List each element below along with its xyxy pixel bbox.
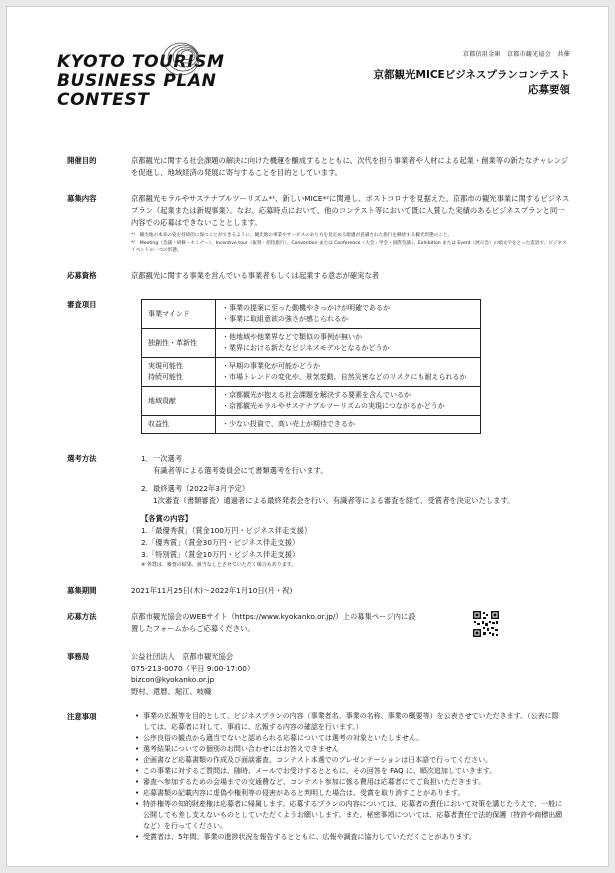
content-note-1: *¹ 観光地の本来の姿を持続的に保つことができるように、観光地の事業やサービスのあり方を見定める配慮が意識された旅行を継続する観光形態のこと。 [131, 233, 453, 238]
document-page [6, 6, 609, 867]
section-label: 開催目的 [67, 156, 97, 165]
logo-rings-icon [125, 37, 205, 79]
criteria-item: 京都観光が抱える社会課題を解決する要素を含んでいるか [229, 391, 411, 399]
criteria-item: 京都観光モラルやサステナブルツーリズムの実現につながるかどうか [229, 402, 445, 410]
document-subtitle: 応募要領 [528, 84, 570, 96]
criteria-item: 少ない投資で、高い売上が期待できるか [229, 420, 355, 428]
content-block [131, 193, 571, 254]
section-label: 応募方法 [67, 612, 97, 621]
criteria-table-wrap [141, 299, 581, 434]
table-row [142, 300, 481, 329]
qr-code-icon [473, 611, 499, 637]
notes-block [135, 711, 565, 843]
office-org: 公益社団法人 京都市観光協会 [131, 652, 234, 661]
list-item: • 企画書など応募書類の作成及び面談審査、コンテスト本選でのプレゼンテーションは日本語で行ってください。 [135, 755, 565, 766]
criteria-key: 事業マインド [142, 300, 216, 329]
logo-line-2: BUSINESS PLAN [57, 71, 217, 91]
method-text: 京都市観光協会のWEBサイト（https://www.kyokanko.or.jp/）上の募集ページ内に設置したフォームからご応募ください。 [131, 612, 416, 633]
purpose-text: 京都観光に関する社会課題の解決に向けた機運を醸成するとともに、次代を担う事業者や人材による起業・創業等の新たなチャレンジを促進し、地域経済の発展に寄与することを目的としています。 [131, 156, 569, 177]
section-label: 注意事項 [67, 712, 97, 721]
selection-step1-text: 有識者等による選考委員会にて書類選考を行います。 [153, 466, 328, 475]
criteria-item: 業界における新たなビジネスモデルとなるかどうか [229, 344, 390, 352]
criteria-key: 実現可能性 持続可能性 [142, 358, 216, 387]
list-item: • 審査へ参加するための会場までの交通費など、コンテスト参加に係る費用は応募者にてご負担いただきます。 [135, 777, 565, 788]
office-email: bizcon@kyokanko.or.jp [131, 675, 215, 684]
selection-step2-text: 1次審査（書類審査）通過者による最終発表会を行い、有識者等による審査を経て、受賞者を決定いたします。 [153, 496, 515, 505]
criteria-key: 地域貢献 [142, 387, 216, 416]
criteria-item: 事業の提案に至った動機やきっかけが明確であるか [229, 304, 390, 312]
eligibility-text: 京都観光に関する事業を営んでいる事業者もしくは起業する意志が確実な者 [131, 271, 380, 280]
criteria-items: ・京都観光が抱える社会課題を解決する要素を含んでいるか ・京都観光モラルやサステナブルツーリズムの実現につながるかどうか [216, 387, 481, 416]
criteria-key: 収益性 [142, 416, 216, 434]
section-label: 選考方法 [67, 454, 97, 463]
criteria-items: ・事業の提案に至った動機やきっかけが明確であるか ・事業に取組意欲の強さが感じられるか [216, 300, 481, 329]
office-phone: 075-213-0070（平日 9:00-17:00） [131, 663, 255, 673]
section-label: 募集内容 [67, 194, 97, 203]
organizers: 京都信用金庫 京都市観光協会 共催 [462, 51, 570, 58]
document-header [374, 49, 571, 98]
award-item: 3.「特別賞」（賞金10万円・ビジネス伴走支援） [141, 550, 300, 559]
list-item: • 応募書類の記載内容に虚偽や権利等の侵害があると判明した場合は、受賞を取り消すことがあります。 [135, 788, 565, 799]
selection-step1-title: 1．一次選考 [141, 454, 183, 463]
selection-step2-title: 2．最終選考（2022年3月予定） [141, 484, 250, 493]
table-row [142, 329, 481, 358]
logo-line-3: CONTEST [57, 90, 150, 110]
office-staff: 野村、還暦、堀江、岐幟 [131, 686, 212, 696]
list-item: • 事業の広報等を目的として、ビジネスプランの内容（事業者名、事業の名称、事業の概要等）を公表させていただきます。（公表に際しては、応募者に対して、事前に、広報する内容の確認を行います。） [135, 711, 565, 733]
table-row [142, 387, 481, 416]
award-item: 2.「優秀賞」（賞金30万円・ビジネス伴走支援） [141, 538, 300, 547]
awards-note: ※ 各賞は、審査の結果、該当なしとさせていただく場合もあります。 [141, 562, 297, 568]
section-label: 審査項目 [67, 300, 97, 309]
criteria-item: 早期の事業化が可能かどうか [229, 362, 320, 370]
notes-list [135, 711, 565, 843]
table-row [142, 358, 481, 387]
document-title: 京都観光MICEビジネスプランコンテスト [373, 69, 570, 81]
criteria-item: 他地域や他業界などで類似の事例が無いか [229, 333, 362, 341]
table-row [142, 416, 481, 434]
list-item: • 選考結果についての個別のお問い合わせにはお答えできません [135, 744, 565, 755]
list-item: • この事業に対するご質問は、随時、メールでお受けするとともに、その回答を FAQ に、順次追加していきます。 [135, 766, 565, 777]
award-item: 1.「最優秀賞」（賞金100万円・ビジネス伴走支援） [141, 526, 312, 535]
criteria-item: 事業に取組意欲の強さが感じられるか [229, 315, 348, 323]
criteria-items: ・他地域や他業界などで類似の事例が無いか ・業界における新たなビジネスモデルとなるかどうか [216, 329, 481, 358]
criteria-items: ・早期の事業化が可能かどうか ・市場トレンドの変化や、景気変動、自然災害などのリスクにも耐えられるか [216, 358, 481, 387]
criteria-key: 独創性・革新性 [142, 329, 216, 358]
list-item: • 受賞者は、5年間、事業の進捗状況を報告するとともに、広報や調査に協力していただくことがあります。 [135, 832, 565, 843]
list-item: • 公序良俗の観点から適当でないと認められる応募については選考の対象といたしません。 [135, 733, 565, 744]
criteria-item: 市場トレンドの変化や、景気変動、自然災害などのリスクにも耐えられるか [229, 373, 467, 381]
office-block [131, 651, 571, 697]
section-label: 募集期間 [67, 586, 97, 595]
section-label: 事務局 [67, 652, 90, 661]
selection-block [141, 453, 581, 569]
content-text: 京都観光モラルやサステナブルツーリズム*¹、新しいMICE*²に関連し、ポストコロナを見据えた、京都市の観光事業に関するビジネスプラン（起業または新規事業）。なお、応募時点において、他のコンテスト等において既に入賞した実績のあるビジネスプランと同一内容での応募はできないこととします。 [131, 194, 570, 227]
content-note-2: *² Meeting（会議・研修・セミナー）、Incentive tour（報奨・招待旅行）、Convention または Conference（大会・学会・国際会議）、Exhibition または Event（展示会）の頭文字をとった造語で、ビジネスイベントの一つの形態。 [131, 241, 567, 253]
awards-title: 【各賞の内容】 [141, 514, 193, 523]
period-text: 2021年11月25日(木)〜2022年1月10日(月・祝) [131, 586, 293, 595]
criteria-items: ・少ない投資で、高い売上が期待できるか [216, 416, 481, 434]
criteria-table [141, 299, 481, 434]
logo-line-1: KYOTO TOURISM [57, 52, 225, 72]
section-label: 応募資格 [67, 271, 97, 280]
list-item: • 特許権等の知的財産権は応募者に帰属します。応募するプランの内容については、応募者の責任において対策を講じたうえで、一般に公開しても差し支えないものとしていただくようお願いします。また、秘密事項については、応募者責任で法的保護（特許や商標出願など）を行ってください。 [135, 799, 565, 832]
